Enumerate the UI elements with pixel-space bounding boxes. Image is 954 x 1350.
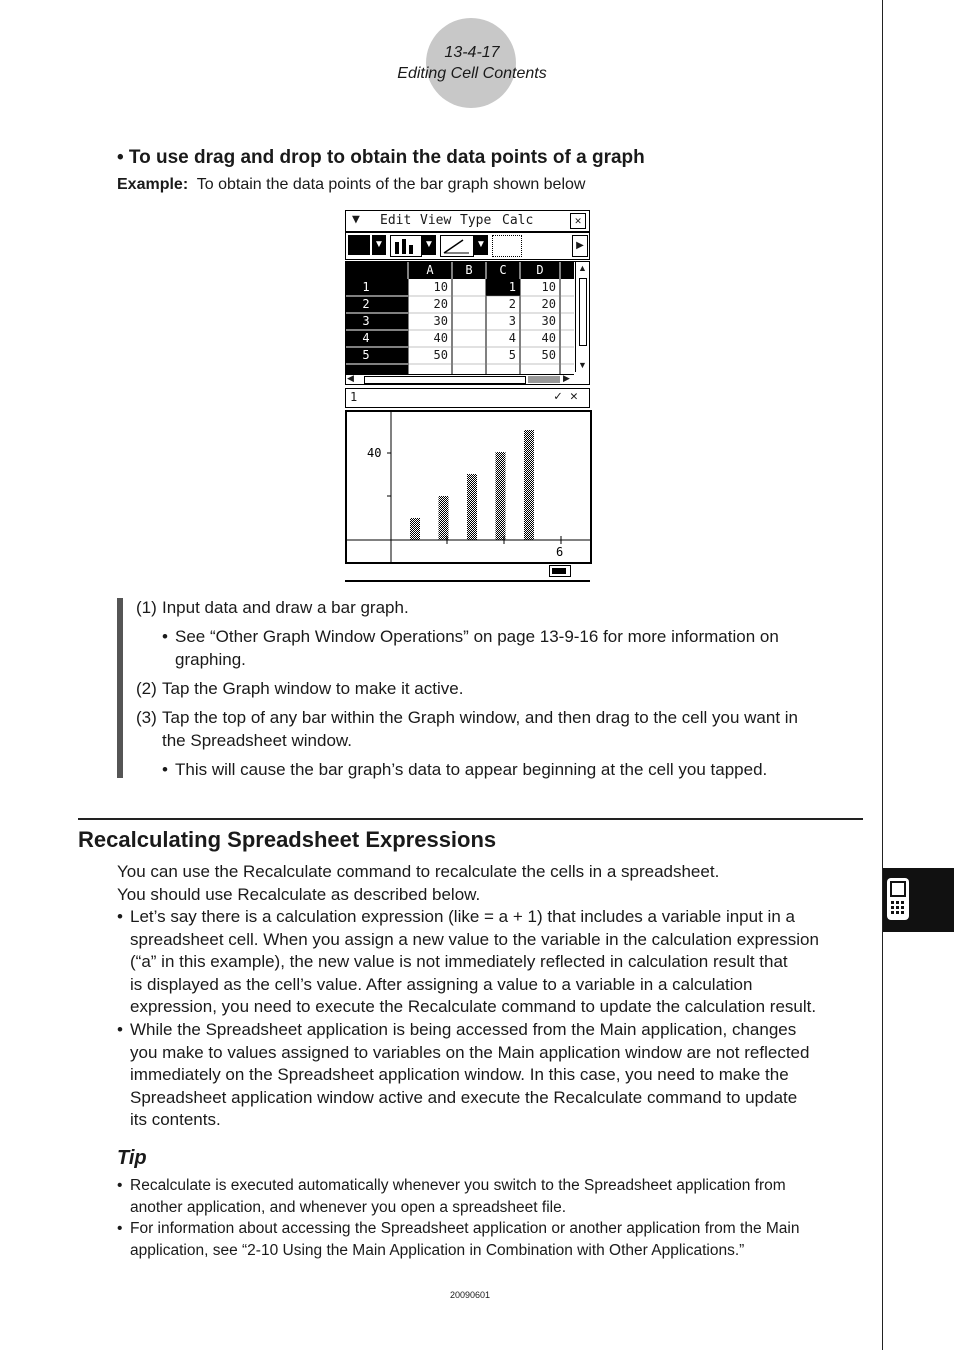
row-header[interactable]: 2 [362, 297, 370, 311]
scroll-down-icon[interactable]: ▼ [578, 360, 587, 370]
tip-bullet-2: • For information about accessing the Spreadsheet application or another application from the Main application, see “2-10 Using the Main Application in Combination with Other Applications.” [117, 1218, 877, 1262]
scroll-right-icon[interactable]: ▶ [563, 373, 570, 383]
horizontal-scrollbar[interactable] [346, 374, 574, 385]
note-text-cont: graphing. [175, 650, 246, 669]
bar-graph [347, 412, 590, 562]
spreadsheet-cell[interactable]: 20 [433, 297, 448, 311]
page-number: 13-4-17 [444, 44, 500, 61]
menu-toggle-icon[interactable]: ▼ [352, 212, 360, 227]
tip-title: Tip [117, 1147, 147, 1169]
spreadsheet-cell[interactable]: 1 [508, 280, 516, 294]
spreadsheet-cell[interactable]: 3 [508, 314, 516, 328]
bullet-2-line: While the Spreadsheet application is being accessed from the Main application, changes [130, 1020, 797, 1039]
row-header[interactable]: 3 [362, 314, 370, 328]
bullet-1-line: spreadsheet cell. When you assign a new value to the variable in the calculation expression [130, 929, 819, 949]
dropdown-arrow-icon[interactable]: ▼ [372, 235, 386, 255]
edit-line-value: 1 [350, 390, 358, 404]
spreadsheet-cell[interactable]: 10 [433, 280, 448, 294]
tip-line: Recalculate is executed automatically whenever you switch to the Spreadsheet application from [130, 1177, 786, 1194]
column-header[interactable]: B [465, 263, 473, 277]
row-header[interactable]: 1 [362, 280, 370, 294]
step-number: (1) [136, 598, 157, 617]
graph-bar[interactable] [467, 474, 477, 540]
step-text: Tap the Graph window to make it active. [162, 679, 464, 698]
bullet-1-line: (“a” in this example), the new value is not immediately reflected in calculation result that [130, 952, 788, 972]
right-margin-rule [882, 0, 883, 1350]
regression-icon[interactable] [440, 235, 474, 257]
vertical-scrollbar[interactable] [575, 262, 590, 372]
footer-code: 20090601 [449, 1290, 491, 1300]
example-line [117, 176, 585, 194]
step-text: Tap the top of any bar within the Graph window, and then drag to the cell you want in [162, 708, 799, 727]
spreadsheet-cell[interactable]: 40 [433, 331, 448, 345]
menu-type[interactable]: Type [460, 213, 492, 228]
check-icon[interactable]: ✓ [554, 389, 562, 404]
bullet: • [162, 760, 168, 779]
spreadsheet-cell[interactable]: 10 [541, 280, 556, 294]
bullet-2-line: you make to values assigned to variables on the Main application window are not reflected [130, 1042, 810, 1062]
tip-line: For information about accessing the Spreadsheet application or another application from the Main [130, 1220, 800, 1237]
column-header[interactable]: A [426, 263, 434, 277]
graph-bar[interactable] [496, 452, 506, 540]
bullet-1-line: is displayed as the cell’s value. After assigning a value to a variable in a calculation [130, 974, 753, 994]
bar-graph-icon[interactable] [390, 235, 422, 257]
bullet-1: • Let’s say there is a calculation expression (like = a + 1) that includes a variable input in a spreadsheet cell. When you assign a new value to the variable in the calculation expression (“a” in this example), the new value is not immediately reflected in calculation result that is displayed as the cell’s value. After assigning a value to a variable in a calculation expression, you need to execute the Recalculate command to update the calculation result. [117, 906, 877, 1021]
spreadsheet-cell[interactable]: 5 [508, 348, 516, 362]
grid-icon[interactable] [492, 235, 522, 257]
note-text: This will cause the bar graph’s data to appear beginning at the cell you tapped. [175, 760, 768, 779]
intro-line-2: You should use Recalculate as described below. [117, 885, 481, 904]
example-label: Example: [117, 176, 189, 193]
section-header-title: Editing Cell Contents [397, 65, 547, 82]
scroll-left-icon[interactable]: ◀ [347, 373, 354, 383]
spreadsheet-cell[interactable]: 2 [508, 297, 516, 311]
close-icon[interactable]: ✕ [570, 213, 586, 229]
menu-view[interactable]: View [420, 213, 452, 228]
graph-bar[interactable] [439, 496, 449, 540]
battery-icon [549, 565, 571, 577]
spreadsheet-window [345, 261, 590, 385]
section-title: Recalculating Spreadsheet Expressions [78, 827, 497, 852]
spreadsheet-cell[interactable]: 40 [541, 331, 556, 345]
graph-bar[interactable] [524, 430, 534, 540]
step-text-cont: the Spreadsheet window. [162, 731, 352, 750]
menu-bar [345, 210, 590, 232]
spreadsheet-cell[interactable]: 20 [541, 297, 556, 311]
calculator-icon [883, 868, 954, 932]
hscroll-thumb[interactable] [364, 376, 526, 384]
calculator-screenshot [345, 210, 590, 582]
menu-edit[interactable]: Edit [380, 213, 412, 228]
row-header[interactable]: 5 [362, 348, 370, 362]
scroll-thumb[interactable] [579, 278, 587, 346]
spreadsheet-cell[interactable]: 4 [508, 331, 516, 345]
bullet-1-text [130, 906, 870, 1019]
subsection-title: • To use drag and drop to obtain the data points of a graph [117, 147, 645, 168]
scroll-right-icon[interactable]: ▶ [572, 235, 588, 257]
scroll-up-icon[interactable]: ▲ [578, 263, 587, 273]
chapter-tab [883, 868, 954, 932]
bullet-2-line: Spreadsheet application window active and execute the Recalculate command to update [130, 1087, 798, 1107]
hscroll-track [528, 376, 560, 383]
x-tick-label: 6 [556, 545, 564, 559]
bullet: • [162, 627, 168, 646]
select-tool-icon[interactable] [348, 235, 370, 255]
graph-bar[interactable] [410, 518, 420, 540]
intro-line-1: You can use the Recalculate command to recalculate the cells in a spreadsheet. [117, 862, 720, 881]
bullet-2-line: immediately on the Spreadsheet application window. In this case, you need to make the [130, 1065, 789, 1085]
step-number: (3) [136, 708, 157, 727]
cancel-icon[interactable]: ✕ [570, 389, 578, 404]
spreadsheet-cell[interactable]: 30 [433, 314, 448, 328]
header-circle [426, 18, 516, 108]
dropdown-arrow-icon[interactable]: ▼ [422, 235, 436, 255]
graph-window[interactable] [345, 410, 592, 564]
steps-side-bar [117, 598, 123, 778]
column-header[interactable]: D [536, 263, 544, 277]
y-tick-label: 40 [367, 446, 382, 460]
step-text: Input data and draw a bar graph. [162, 598, 409, 617]
note-text: See “Other Graph Window Operations” on page 13-9-16 for more information on [175, 627, 779, 646]
example-text: To obtain the data points of the bar graph shown below [196, 176, 586, 193]
spreadsheet-cell[interactable]: 30 [541, 314, 556, 328]
tip-line: another application, and whenever you open a spreadsheet file. [130, 1199, 567, 1216]
bullet-1-line: Let’s say there is a calculation expression (like = a + 1) that includes a variable input in a [130, 907, 795, 926]
spreadsheet-cell[interactable]: 50 [433, 348, 448, 362]
edit-line[interactable] [345, 388, 590, 408]
column-header[interactable]: C [499, 263, 507, 277]
bullet-2-line: its contents. [130, 1110, 221, 1130]
section-rule [78, 818, 863, 820]
bullet-2-text [130, 1019, 870, 1132]
tip-line: application, see “2-10 Using the Main Application in Combination with Other Applications.” [130, 1242, 745, 1259]
bullet-2: • While the Spreadsheet application is being accessed from the Main application, changes you make to values assigned to variables on the Main application window are not reflected immediately on the Spreadsheet application window. In this case, you need to make the Spreadsheet application window active and execute the Recalculate command to update its contents. [117, 1019, 877, 1134]
toolbar [345, 232, 590, 260]
row-header[interactable]: 4 [362, 331, 370, 345]
step-number: (2) [136, 679, 157, 698]
bullet-1-line: expression, you need to execute the Recalculate command to update the calculation result. [130, 997, 817, 1017]
tip-bullet-1: • Recalculate is executed automatically whenever you switch to the Spreadsheet application from another application, and whenever you open a spreadsheet file. [117, 1175, 877, 1219]
menu-calc[interactable]: Calc [502, 213, 534, 228]
dropdown-arrow-icon[interactable]: ▼ [474, 235, 488, 255]
status-bar [345, 562, 590, 582]
spreadsheet-cell[interactable]: 50 [541, 348, 556, 362]
